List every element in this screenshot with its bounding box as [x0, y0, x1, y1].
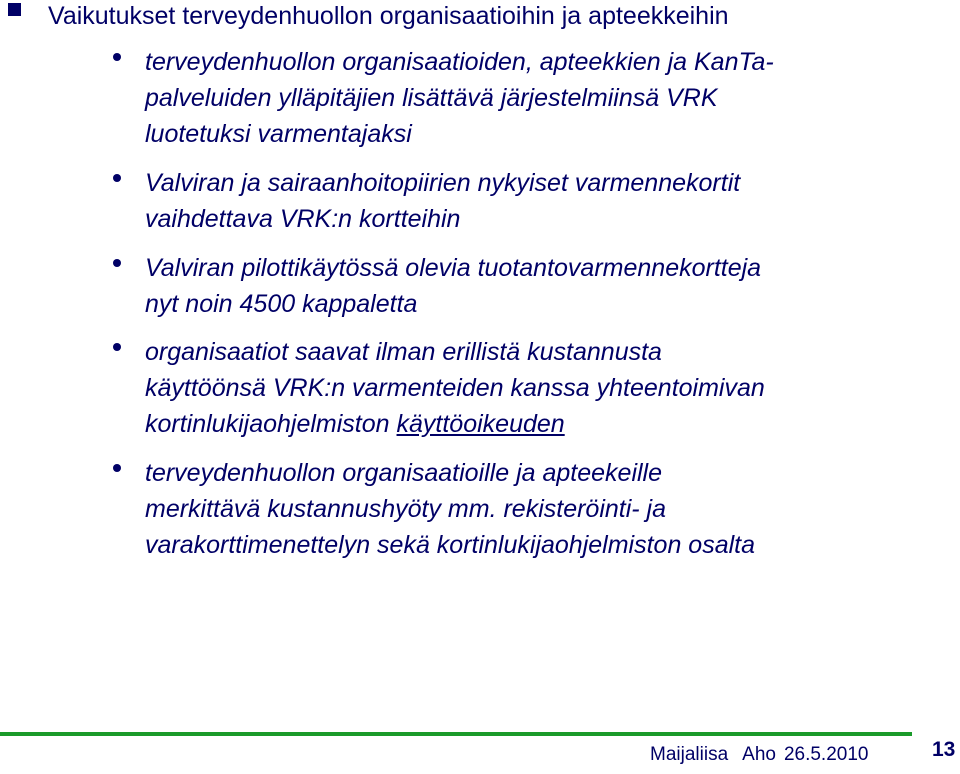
list-item-text — [145, 250, 945, 322]
round-bullet-icon — [113, 343, 121, 351]
text-line: Valviran pilottikäytössä olevia tuotantovarmennekortteja — [145, 254, 762, 282]
underlined-text: käyttöoikeuden — [396, 410, 565, 438]
round-bullet-icon — [113, 259, 121, 267]
text-line: palveluiden ylläpitäjien lisättävä järjestelmiinsä VRK — [145, 84, 718, 112]
slide-title — [0, 0, 960, 40]
round-bullet-icon — [113, 464, 121, 472]
text-line: luotetuksi varmentajaksi — [145, 120, 412, 148]
text-line-start: kortinlukijaohjelmiston — [145, 410, 397, 438]
text-line: vaihdettava VRK:n kortteihin — [145, 205, 461, 233]
text-line: nyt noin 4500 kappaletta — [145, 290, 418, 318]
list-item-text — [145, 165, 945, 237]
text-line: organisaatiot saavat ilman erillistä kustannusta — [145, 338, 662, 366]
list-item-text — [145, 334, 945, 442]
footer-date: 26.5.2010 — [783, 744, 869, 765]
round-bullet-icon — [113, 53, 121, 61]
square-bullet-icon — [8, 3, 21, 16]
page-number: 13 — [932, 738, 956, 761]
list-item-text — [145, 44, 945, 152]
author-first-name: Maijaliisa — [650, 744, 729, 765]
text-line: Valviran ja sairaanhoitopiirien nykyiset varmennekortit — [145, 169, 741, 197]
text-line: terveydenhuollon organisaatioiden, apteekkien ja KanTa- — [145, 48, 774, 76]
list-item-text — [145, 455, 945, 563]
text-line: terveydenhuollon organisaatioille ja apteekeille — [145, 459, 663, 487]
author-last-name: Aho — [742, 744, 776, 765]
text-line: käyttöönsä VRK:n varmenteiden kanssa yhteentoimivan — [145, 374, 765, 402]
text-line — [145, 406, 945, 442]
text-line: merkittävä kustannushyöty mm. rekisteröinti- ja — [145, 495, 667, 523]
slide-title-text: Vaikutukset terveydenhuollon organisaatioihin ja apteekkeihin — [48, 2, 729, 30]
footer-author-date — [650, 743, 868, 767]
round-bullet-icon — [113, 174, 121, 182]
footer-divider — [0, 732, 912, 736]
text-line: varakorttimenettelyn sekä kortinlukijaohjelmiston osalta — [145, 531, 756, 559]
